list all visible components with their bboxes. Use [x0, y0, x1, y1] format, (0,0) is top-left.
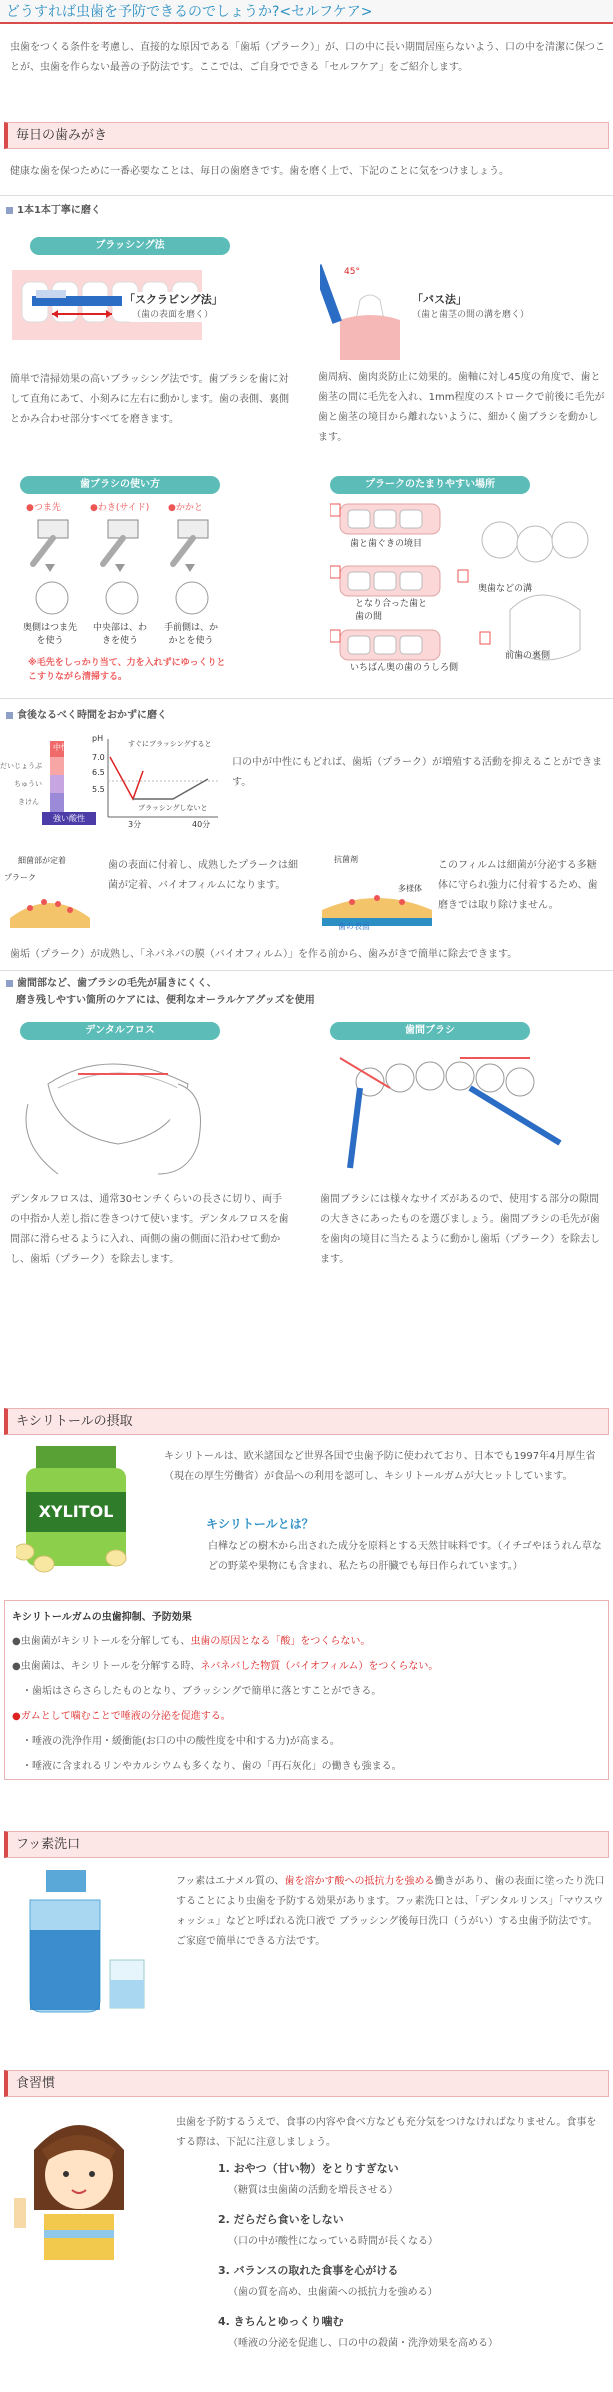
pill-plaque-spots: プラークのたまりやすい場所 — [330, 476, 530, 494]
xylitol-effect-4: ●ガムとして噛むことで唾液の分泌を促進する。 — [12, 1711, 231, 1722]
ph-x-3: 3分 — [128, 820, 142, 829]
mouthwash-illustration — [16, 1870, 146, 2020]
ph-label-nobrush: ブラッシングしないと — [138, 804, 208, 812]
ph-neutral: 中性 — [53, 743, 69, 752]
child-eating-illustration — [14, 2110, 144, 2260]
section-heading-fluoride: フッ素洗口 — [4, 1831, 609, 1858]
page-title-bar — [0, 0, 613, 24]
fluoride-description: フッ素はエナメル質の、歯を溶かす酸への抵抗力を強める働きがあり、歯の表面に塗ったり洗口することにより虫歯を予防する効果があります。フッ素洗口とは、「デンタルリンス」「マウスウォッシュ」などと呼ばれる洗口液で ブラッシング後毎日洗口（うがい）する虫歯予防法です。ご家庭で簡単にできる方法です。 — [176, 1876, 605, 1947]
brushing-warning: ※毛先をしっかり当て、力を入れずにゆっくりとこすりながら清掃する。 — [28, 658, 226, 682]
usage-side: 中央部は、わきを使う — [92, 623, 147, 646]
tip-label-side: ●わき(サイド) — [90, 503, 150, 513]
ph-label-brush: すぐにブラッシングすると — [128, 740, 212, 748]
spot-label-1: 歯と歯ぐきの境目 — [350, 539, 423, 549]
xylitol-description: キシリトールは、欧米諸国など世界各国で虫歯予防に使われており、日本でも1997年4月厚生省（現在の厚生労働省）が食品への利用を認可し、キシリトールガムが大ヒットしています。 — [164, 1451, 596, 1482]
ph-danger: きけん — [18, 798, 39, 806]
square-bullet-icon — [6, 207, 13, 214]
intro-text: 虫歯をつくる条件を考慮し、直接的な原因である「歯垢（プラーク）」が、口の中に長い期間居座らないよう、口の中を清潔に保つことが、虫歯を作らない最善の予防法です。ここでは、ご自身でできる「セルフケア」をご紹介します。 — [10, 42, 605, 73]
spot-label-2: となり合った歯と歯の間 — [355, 599, 428, 622]
pill-toothbrush-usage: 歯ブラシの使い方 — [20, 476, 220, 494]
xylitol-effect-5: ・唾液の洗浄作用・緩衝能(お口の中の酸性度を中和する力)が高まる。 — [22, 1736, 340, 1747]
bass-illustration — [320, 260, 400, 360]
diet-note-4: （唾液の分泌を促進し、口の中の殺菌・洗浄効果を高める） — [228, 2338, 498, 2349]
interdental-brush-illustration — [330, 1048, 580, 1178]
bass-description: 歯周病、歯肉炎防止に効果的。歯軸に対し45度の角度で、歯と歯茎の間に毛先を入れ、1mm程度のストロークで前後に毛先が歯と歯茎の境目から離れないように、細かく歯ブラシを動かします。 — [318, 372, 605, 443]
pill-brushing-method: ブラッシング法 — [30, 237, 230, 255]
biofilm-label-plaque: プラーク — [4, 873, 36, 882]
tip-label-heel: ●かかと — [168, 503, 203, 513]
antibacterial-description: このフィルムは細菌が分泌する多糖体に守られ強力に付着するため、歯磨きでは取り除けません。 — [438, 860, 598, 911]
xylitol-box-title: キシリトールガムの虫歯抑制、予防効果 — [12, 1612, 192, 1623]
diet-note-3: （歯の質を高め、虫歯菌への抵抗力を強める） — [228, 2287, 438, 2298]
xylitol-question: キシリトールとは？ — [206, 1517, 314, 1531]
diet-item-3: 3. バランスの取れた食事を心がける — [218, 2264, 399, 2277]
interdental-brush-description: 歯間ブラシには様々なサイズがあるので、使用する部分の隙間の大きさにあったものを選びましょう。歯間ブラシの毛先が歯を歯肉の境目に当たるように動かし歯垢（プラーク）を除去します。 — [320, 1194, 600, 1265]
subheading-oral-care-2: 磨き残しやすい箇所のケアには、便利なオーラルケアグッズを使用 — [16, 995, 315, 1006]
xylitol-effect-2: ●虫歯菌は、キシリトールを分解する時、ネバネバした物質（バイオフィルム）をつくらない。 — [12, 1661, 439, 1672]
scrub-description: 簡単で清掃効果の高いブラッシング法です。歯ブラシを歯に対して直角にあて、小刻みに左右に動かします。歯の表側、裏側とかみ合わせ部分すべてを磨きます。 — [10, 374, 289, 425]
bass-title: 「バス法」 — [412, 293, 467, 306]
ph-caution: ちゅうい — [14, 780, 42, 788]
diet-item-2: 2. だらだら食いをしない — [218, 2213, 344, 2226]
multibody-label: 多様体 — [398, 884, 422, 893]
xylitol-effect-6: ・唾液に含まれるリンやカルシウムも多くなり、歯の「再石灰化」の働きも強まる。 — [22, 1761, 402, 1772]
ph-unit: pH — [92, 734, 104, 743]
pill-interdental-brush: 歯間ブラシ — [330, 1022, 530, 1040]
subheading-careful: 1本1本丁寧に磨く — [6, 203, 101, 219]
biofilm-label: 細菌部が定着 — [18, 856, 66, 865]
ph-tick-70: 7.0 — [92, 753, 105, 762]
xylitol-bottle-label: XYLITOL — [38, 1502, 114, 1521]
diet-item-4: 4. きちんとゆっくり噛む — [218, 2315, 344, 2328]
ph-x-40: 40分 — [192, 820, 211, 829]
biofilm-summary: 歯垢（プラーク）が成熟し、「ネバネバの膜（バイオフィルム）」を作る前から、歯みがきで簡単に除去できます。 — [10, 949, 518, 960]
antibacterial-label: 抗菌剤 — [334, 855, 358, 864]
xylitol-effect-3: ・歯垢はさらさらしたものとなり、ブラッシングで簡単に落とすことができる。 — [22, 1686, 382, 1697]
biofilm-description: 歯の表面に付着し、成熟したプラークは細菌が定着、バイオフィルムになります。 — [108, 860, 298, 891]
diet-note-1: （糖質は虫歯菌の活動を増長させる） — [228, 2185, 398, 2196]
spot-label-4: 奥歯などの溝 — [478, 584, 533, 594]
usage-heel: 手前側は、かかとを使う — [163, 623, 218, 646]
ph-strong-acid: 強い酸性 — [42, 812, 96, 825]
ph-tick-65: 6.5 — [92, 768, 105, 777]
subheading-oral-care: 歯間部など、歯ブラシの毛先が届きにくく、 — [6, 976, 217, 992]
brushing-lead: 健康な歯を保つために一番必要なことは、毎日の歯磨きです。歯を磨く上で、下記のことに気をつけましょう。 — [10, 166, 509, 177]
angle-label: 45° — [344, 267, 360, 277]
diet-item-1: 1. おやつ（甘い物）をとりすぎない — [218, 2162, 399, 2175]
diet-lead: 虫歯を予防するうえで、食事の内容や食べ方なども充分気をつけなければなりません。食事をする際は、下記に注意しましょう。 — [176, 2117, 597, 2148]
spot-label-5: 前歯の裏側 — [505, 651, 551, 661]
xylitol-answer: 白樺などの樹木から出された成分を原料とする天然甘味料です。（イチゴやほうれん草などの野菜や果物にも含まれ、私たちの肝臓でも毎日作られています。） — [208, 1541, 602, 1572]
square-bullet-icon — [6, 712, 13, 719]
divider — [0, 698, 613, 699]
square-bullet-icon — [6, 980, 13, 987]
tip-label-toe: ●つま先 — [26, 503, 61, 513]
divider — [0, 195, 613, 196]
subheading-after-meal: 食後なるべく時間をおかずに磨く — [6, 708, 167, 724]
antibacterial-illustration — [322, 866, 432, 926]
section-heading-brushing: 毎日の歯みがき — [4, 122, 609, 149]
bass-note: （歯と歯茎の間の溝を磨く） — [412, 310, 530, 320]
spot-label-3: いちばん奥の歯のうしろ側 — [350, 663, 459, 673]
ph-description: 口の中が中性にもどれば、歯垢（プラーク）が増殖する活動を抑えることができます。 — [232, 757, 602, 788]
ph-fine: だいじょうぶ — [0, 762, 42, 770]
floss-description: デンタルフロスは、通常30センチくらいの長さに切り、両手の中指か人差し指に巻きつけて使います。デンタルフロスを歯間部に滑らせるように入れ、両側の歯の側面に沿わせて動かし、歯垢（プラーク）を除去します。 — [10, 1194, 289, 1265]
tooth-surface-label: 歯の表面 — [338, 922, 370, 931]
xylitol-effect-1: ●虫歯菌がキシリトールを分解しても、虫歯の原因となる「酸」をつくらない。 — [12, 1636, 371, 1647]
section-heading-xylitol: キシリトールの摂取 — [4, 1408, 609, 1435]
divider — [0, 970, 613, 971]
section-heading-diet: 食習慣 — [4, 2070, 609, 2097]
usage-toe: 奥側はつま先を使う — [22, 623, 77, 646]
page-title: どうすれば虫歯を予防できるのでしょうか?<セルフケア> — [6, 4, 373, 20]
ph-tick-55: 5.5 — [92, 785, 105, 794]
scrub-title: 「スクラビング法」 — [124, 293, 223, 306]
scrub-note: （歯の表面を磨く） — [132, 310, 214, 320]
dental-floss-illustration — [18, 1044, 228, 1179]
diet-note-2: （口の中が酸性になっている時間が長くなる） — [228, 2236, 438, 2247]
pill-dental-floss: デンタルフロス — [20, 1022, 220, 1040]
